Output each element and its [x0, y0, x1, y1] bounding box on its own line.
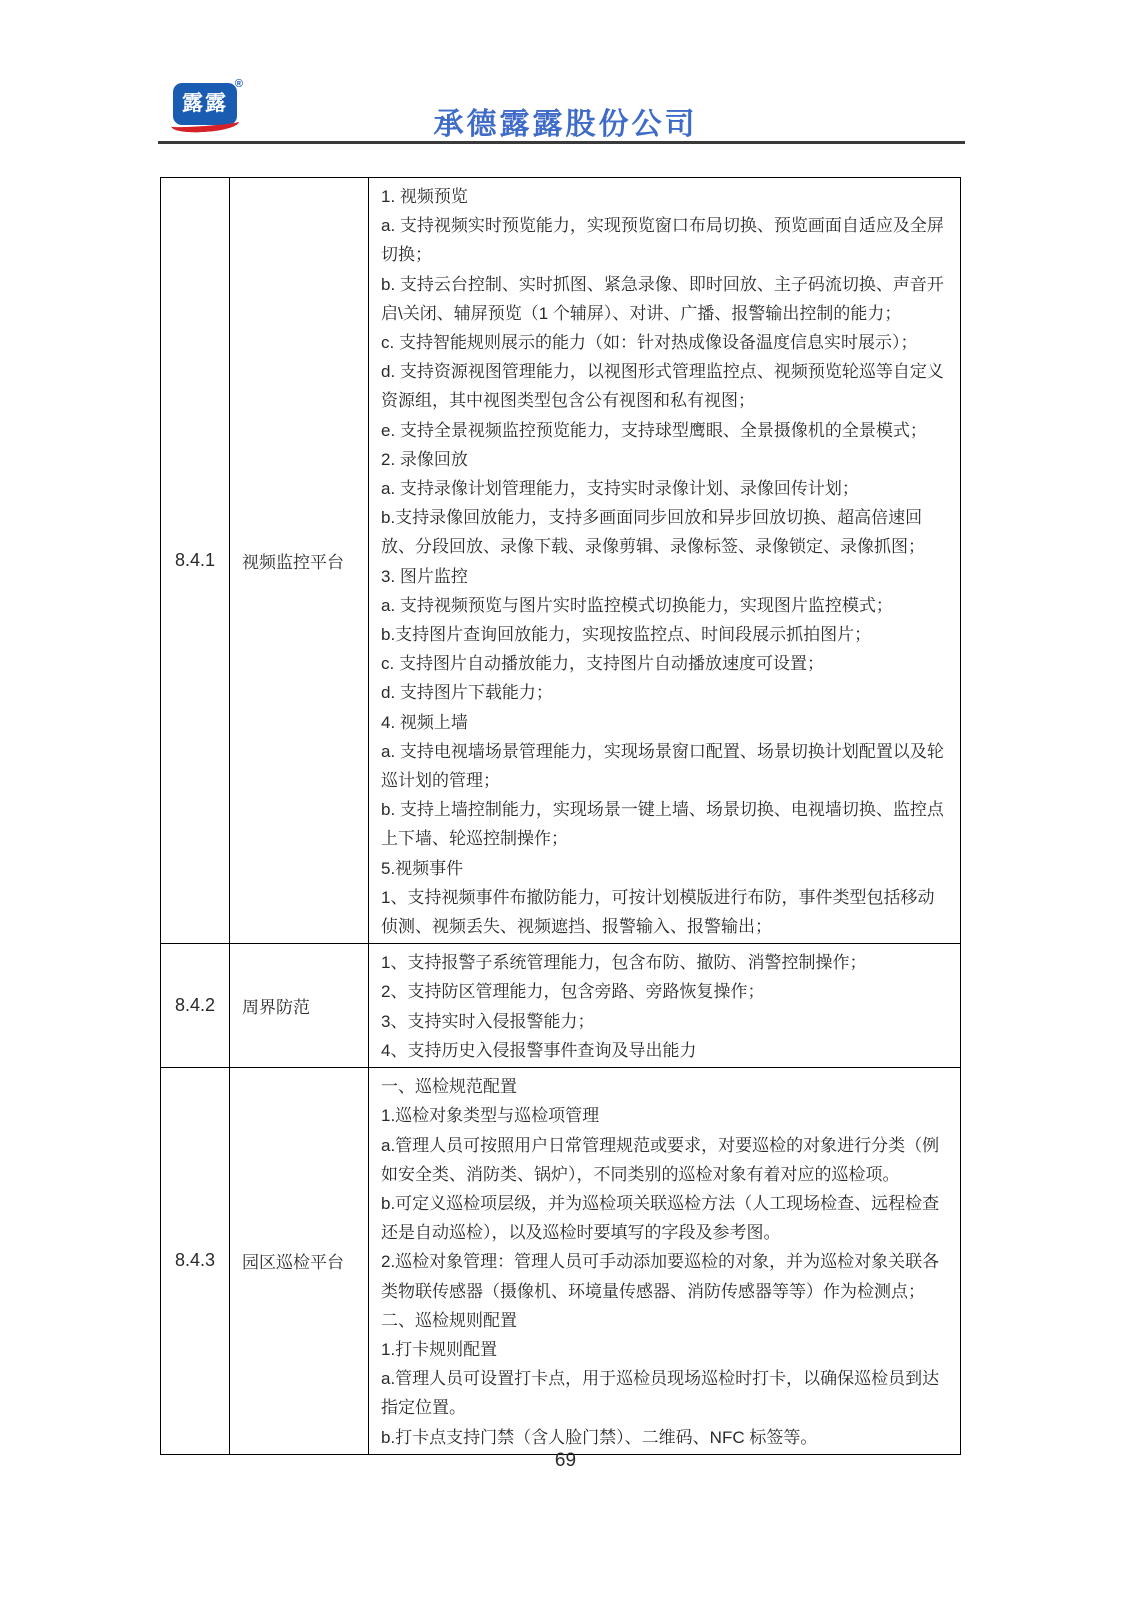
spec-item: b. 支持上墙控制能力，实现场景一键上墙、场景切换、电视墙切换、监控点上下墙、轮巡控制操作；: [381, 800, 944, 849]
spec-item: b.打卡点支持门禁（含人脸门禁）、二维码、NFC 标签等。: [381, 1427, 818, 1447]
page-footer: [0, 1450, 1131, 1472]
table-row-8-4-1: [161, 178, 961, 944]
page-number: 69: [554, 1450, 577, 1471]
row-content: [369, 1068, 961, 1455]
spec-item: 3. 图片监控: [381, 566, 468, 586]
registered-trademark-icon: ®: [234, 78, 243, 90]
spec-item: b.支持录像回放能力，支持多画面同步回放和异步回放切换、超高倍速回放、分段回放、录像下载、录像剪辑、录像标签、录像锁定、录像抓图；: [381, 508, 925, 557]
spec-item: 一、巡检规范配置: [381, 1077, 517, 1097]
spec-item: 3、支持实时入侵报警能力；: [381, 1011, 595, 1031]
spec-item: a.管理人员可设置打卡点，用于巡检员现场巡检时打卡，以确保巡检员到达指定位置。: [381, 1369, 940, 1418]
row-id: 8.4.3: [161, 1068, 230, 1455]
spec-item: 5.视频事件: [381, 858, 464, 878]
table-row-8-4-2: [161, 944, 961, 1068]
spec-item: 1. 视频预览: [381, 187, 468, 206]
row-id: 8.4.2: [161, 944, 230, 1068]
spec-item: 1、支持视频事件布撤防能力，可按计划模版进行布防，事件类型包括移动侦测、视频丢失、视频遮挡、报警输入、报警输出；: [381, 887, 935, 937]
spec-item: a. 支持视频实时预览能力，实现预览窗口布局切换、预览画面自适应及全屏切换；: [381, 216, 944, 265]
row-id: 8.4.1: [161, 178, 230, 944]
spec-item: b. 支持云台控制、实时抓图、紧急录像、即时回放、主子码流切换、声音开启\关闭、辅屏预览（1 个辅屏）、对讲、广播、报警输出控制的能力；: [381, 274, 944, 323]
spec-item: a.管理人员可按照用户日常管理规范或要求，对要巡检的对象进行分类（例如安全类、消防类、锅炉），不同类别的巡检对象有着对应的巡检项。: [381, 1135, 940, 1184]
spec-item: 4、支持历史入侵报警事件查询及导出能力: [381, 1040, 697, 1060]
spec-item: d. 支持图片下载能力；: [381, 683, 553, 703]
table-row-8-4-3: [161, 1068, 961, 1455]
spec-item: 2.巡检对象管理：管理人员可手动添加要巡检的对象，并为巡检对象关联各类物联传感器（摄像机、环境量传感器、消防传感器等等）作为检测点；: [381, 1252, 940, 1301]
company-title: 承德露露股份公司: [433, 108, 698, 141]
spec-table: [160, 177, 961, 1455]
spec-item: a. 支持电视墙场景管理能力，实现场景窗口配置、场景切换计划配置以及轮巡计划的管理；: [381, 741, 944, 791]
spec-item: a. 支持录像计划管理能力，支持实时录像计划、录像回传计划；: [381, 479, 859, 499]
spec-item: 2、支持防区管理能力，包含旁路、旁路恢复操作；: [381, 982, 765, 1002]
logo-text: 露露: [182, 91, 228, 115]
spec-item: 二、巡检规则配置: [381, 1310, 517, 1330]
spec-item: c. 支持智能规则展示的能力（如：针对热成像设备温度信息实时展示）；: [381, 333, 918, 353]
row-content: [369, 178, 961, 944]
spec-item: 1.打卡规则配置: [381, 1339, 498, 1359]
row-name: 视频监控平台: [230, 178, 369, 944]
spec-item: a. 支持视频预览与图片实时监控模式切换能力，实现图片监控模式；: [381, 595, 893, 615]
spec-item: 2. 录像回放: [381, 449, 468, 469]
spec-item: 1.巡检对象类型与巡检项管理: [381, 1106, 600, 1126]
header-rule: [158, 141, 965, 144]
spec-item: d. 支持资源视图管理能力，以视图形式管理监控点、视频预览轮巡等自定义资源组，其中视图类型包含公有视图和私有视图；: [381, 362, 944, 411]
row-content: [369, 944, 961, 1068]
row-name: 园区巡检平台: [230, 1068, 369, 1455]
spec-item: b.支持图片查询回放能力，实现按监控点、时间段展示抓拍图片；: [381, 625, 872, 645]
spec-item: c. 支持图片自动播放能力，支持图片自动播放速度可设置；: [381, 654, 824, 674]
spec-item: 1、支持报警子系统管理能力，包含布防、撤防、消警控制操作；: [381, 953, 867, 973]
spec-item: e. 支持全景视频监控预览能力，支持球型鹰眼、全景摄像机的全景模式；: [381, 420, 927, 440]
row-name: 周界防范: [230, 944, 369, 1068]
spec-item: 4. 视频上墙: [381, 712, 468, 732]
spec-item: b.可定义巡检项层级，并为巡检项关联巡检方法（人工现场检查、远程检查还是自动巡检），以及巡检时要填写的字段及参考图。: [381, 1193, 940, 1243]
